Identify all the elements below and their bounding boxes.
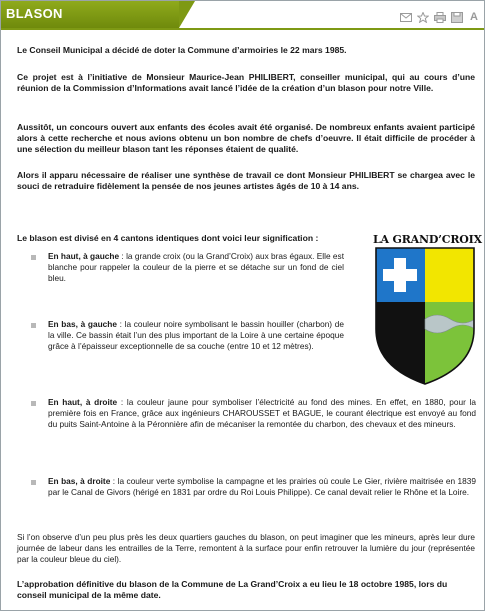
article-toolbar (400, 12, 480, 23)
canton-text: : la couleur noire symbolisant le bassin houiller (charbon) de la ville. Ce bassin était l’un des plus important de la Loire à une certaine époque grâce à l’épaisseur exceptionnelle de sa couche (entre 10 et 12 mètres). (48, 319, 344, 351)
coat-of-arms-title: LA GRAND’CROIX (373, 233, 482, 246)
title-tab (1, 1, 179, 28)
save-icon[interactable] (451, 12, 463, 23)
intro-paragraph-3: Aussitôt, un concours ouvert aux enfants des écoles avait été organisé. De nombreux enfants avaient participé alors à cette recherche et nous avions obtenu un bon nombre de chefs d’oeuvre. Il était difficile de procéder à une sélection du meilleur blason tant les réponses étaient de qualité. (17, 122, 475, 154)
canton-text: : la couleur verte symbolise la campagne et les prairies où coule Le Gier, rivière maitrisée en 1839 par le Canal de Givors (hérigé en 1831 par ordre du Roi Louis Philippe). Ce canal devait relier le Rhône et la Loire. (48, 476, 477, 497)
intro-paragraph-1: Le Conseil Municipal a décidé de doter la Commune d’armoiries le 22 mars 1985. (17, 45, 347, 55)
shield-image (375, 247, 475, 385)
canton-item-1 (31, 251, 344, 284)
canton-text: : la grande croix (ou la Grand’Croix) aux bras égaux. Elle est blanche pour rappeler la couleur de la pierre et se détache sur un fond de ciel bleu. (48, 251, 345, 283)
font-size-icon[interactable]: A (470, 11, 478, 23)
canton-label: En haut, à gauche (48, 251, 120, 261)
bullet-icon (31, 401, 36, 406)
bullet-icon (31, 323, 36, 328)
closing-paragraph-2: L’approbation définitive du blason de la Commune de La Grand’Croix a eu lieu le 18 octobre 1985, lors du conseil municipal de la même date. (17, 579, 448, 600)
cantons-heading: Le blason est divisé en 4 cantons identiques dont voici leur signification : (17, 233, 319, 243)
canton-label: En haut, à droite (48, 397, 118, 407)
envelope-icon[interactable] (400, 12, 412, 23)
star-icon[interactable] (417, 12, 429, 23)
bullet-icon (31, 255, 36, 260)
intro-paragraph-2: Ce projet est à l’initiative de Monsieur Maurice-Jean PHILIBERT, conseiller municipal, qui au cours d’une réunion de la Commission d’Informations avait lancé l’idée de la création d’un blason pour notre Ville. (17, 72, 475, 93)
canton-item-2 (31, 319, 344, 352)
page-title: BLASON (6, 6, 63, 21)
title-bar (1, 1, 484, 29)
title-underline (1, 28, 484, 30)
electricity-quarter (425, 247, 475, 302)
canton-item-4 (31, 476, 476, 498)
print-icon[interactable] (434, 12, 446, 23)
bullet-icon (31, 480, 36, 485)
intro-paragraph-4: Alors il apparu nécessaire de réaliser une synthèse de travail ce dont Monsieur PHILIBERT se chargea avec le souci de retraduire fidèlement la pensée de nos jeunes artistes âgés de 10 à 14 ans. (17, 170, 475, 191)
coat-of-arms (373, 233, 482, 383)
canton-item-3 (31, 397, 476, 430)
canton-label: En bas, à gauche (48, 319, 117, 329)
canton-text: : la couleur jaune pour symboliser l’électricité au fond des mines. En effet, en 1880, pour la première fois en France, grâce aux ingénieurs CHAROUSSET et BAGUE, le courant électrique est envoyé au fond du puits Saint-Antoine à la Péronnière afin de mécaniser la remontée du charbon, des chevaux et des mineurs. (48, 397, 476, 429)
canton-label: En bas, à droite (48, 476, 111, 486)
closing-paragraph-1: Si l’on observe d’un peu plus près les deux quartiers gauches du blason, on peut imaginer que les mineurs, après leur dure journée de labeur dans les entrailles de la Terre, remontent à la surface pour enfin retrouver la lumière du jour (représentée par la couleur bleue du ciel). (17, 532, 475, 564)
